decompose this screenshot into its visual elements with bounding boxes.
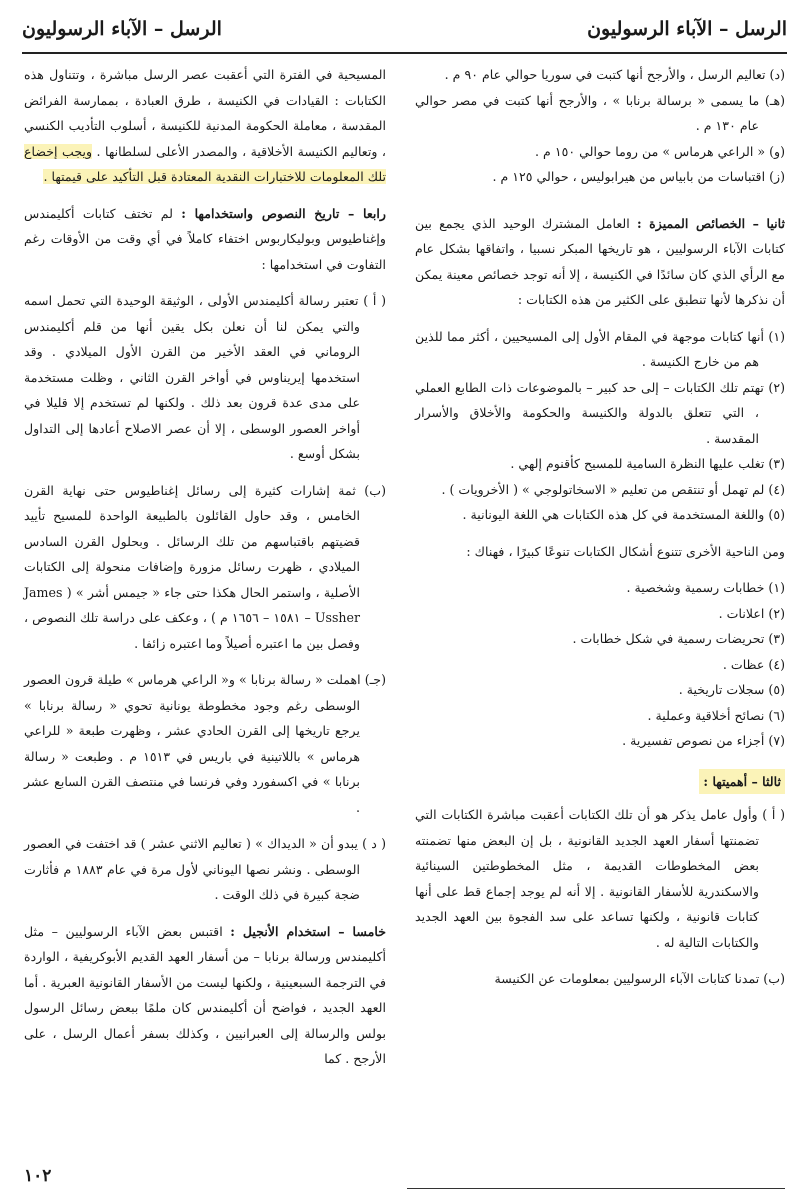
importance-heading: ثالثا – أهميتها : — [699, 769, 785, 795]
header-rule — [22, 52, 787, 54]
list-item: (١) أنها كتابات موجهة في المقام الأول إلى المسيحيين ، أكثر مما للذين هم من خارج الكنيسة . — [415, 328, 785, 369]
running-header — [22, 14, 787, 48]
features-list — [415, 324, 785, 528]
history-item: ( د ) يبدو أن « الديداك » ( تعاليم الاثني عشر ) قد اختفت في العصور الوسطى . ونشر نصها اليوناني لأول مرة في عام ١٨٨٣ م فأثارت ضجة كبيرة في ذلك الوقت . — [24, 836, 386, 902]
list-item: (ز) اقتباسات من بابياس من هيرابوليس ، حوالي ١٢٥ م . — [492, 169, 785, 184]
list-item: (٣) تحريضات رسمية في شكل خطابات . — [572, 631, 785, 646]
continuation-paragraph — [24, 62, 386, 190]
texts-history-paragraph — [24, 201, 386, 278]
paragraph-text: المسيحية في الفترة التي أعقبت عصر الرسل مباشرة ، وتتناول هذه الكتابات : القيادات في الكنيسة ، طرق العبادة ، بممارسة الفرائض المقدسة ، معاملة الحكومة المدنية للكنيسة ، أسلوب التأديب الكنسي ، وتعاليم الكنيسة الأخلاقية ، والمصدر الأعلى لسلطانها . — [24, 67, 386, 159]
forms-list — [415, 575, 785, 754]
history-item: (جـ) اهملت « رسالة برنابا » و« الراعي هرماس » طيلة قرون العصور الوسطى رغم وجود مخطوطة يونانية تحوي « رسالة برنابا » يرجع تاريخها إلى القرن الحادي عشر ، وظهرت طبعة « للراعي هرماس » باللاتينية في باريس في ١٥١٣ م . وطبعت « رسالة برنابا » في اكسفورد وفي فرنسا في منتصف القرن السابع عشر . — [24, 672, 386, 815]
paragraph-text: اقتبس بعض الآباء الرسوليين – مثل أكليمندس ورسالة برنابا – من أسفار العهد القديم الأبوكريفية ، الواردة في الترجمة السبعينية ، ولكنها ليست من الأسفار القانونية العبرية . أما العهد الجديد ، فواضح أن أكليمندس كان ملمًا ببعض رسائل الرسول بولس والرسالة إلى العبرانيين ، وكذلك بسفر أعمال الرسل ، على الأرجح . كما — [24, 923, 386, 1066]
list-item: (د) تعاليم الرسل ، والأرجح أنها كتبت في سوريا حوالي عام ٩٠ م . — [444, 67, 785, 82]
list-item: (٣) تغلب عليها النظرة السامية للمسيح كأقنوم إلهي . — [510, 456, 785, 471]
list-item: (٤) عظات . — [722, 656, 785, 672]
header-title-left: الرسل – الآباء الرسوليون — [22, 18, 222, 40]
paragraph-text: لم تختف كتابات أكليمندس وإغناطيوس وبوليكاربوس اختفاء كاملاً في أي وقت من الأوقات رغم التفاوت في استخدامها : — [24, 205, 386, 272]
section-heading: رابعا – تاريخ النصوص واستخدامها : — [181, 205, 386, 221]
list-item: (٥) سجلات تاريخية . — [678, 682, 785, 697]
header-title-right: الرسل – الآباء الرسوليون — [587, 18, 787, 40]
writings-list — [415, 62, 785, 190]
footer-rule — [407, 1188, 785, 1189]
left-column — [24, 62, 386, 1083]
forms-paragraph: ومن الناحية الأخرى تتنوع أشكال الكتابات تنوعًا كبيرًا ، فهناك : — [466, 543, 785, 559]
highlighted-text: ويجب إخضاع تلك المعلومات للاختبارات النقدية المعتادة قبل التأكيد على قيمتها . — [24, 143, 386, 184]
importance-item-b: (ب) تمدنا كتابات الآباء الرسوليين بمعلومات عن الكنيسة — [494, 971, 785, 986]
list-item: (٥) واللغة المستخدمة في كل هذه الكتابات هي اللغة اليونانية . — [462, 507, 785, 522]
page-number: ١٠٢ — [24, 1166, 52, 1186]
bible-use-paragraph — [24, 919, 386, 1072]
paragraph-text: العامل المشترك الوحيد الذي يجمع بين كتابات الآباء الرسوليين ، هو تاريخها المبكر نسبيا ، واتفاقها بشكل عام مع الرأي الذي كان سائدًا في الكنيسة ، إلا أنه توجد خصائص معينة يمكن أن نذكرها لأنها تنطبق على الكثير من هذه الكتابات : — [415, 215, 785, 307]
history-item: (ب) ثمة إشارات كثيرة إلى رسائل إغناطيوس حتى نهاية القرن الخامس ، وقد حاول القائلون بالطبيعة الواحدة للمسيح تأييد قضيتهم باقتباسهم من تلك الرسائل . وبحلول القرن السادس الميلادي ، ظهرت رسائل مزورة وإضافات منحولة إلى الكتابات الأصلية ، واستمر الحال هكذا حتى جاء « جيمس أشر » ( James Ussher – ١٥٨١ – ١٦٥٦ م ) ، وعكف على دراسة تلك النصوص ، وفصل بين ما اعتبره أصيلاً وما اعتبره زائفا . — [24, 482, 386, 651]
section-heading: خامسا – استخدام الأنجيل : — [230, 923, 386, 939]
list-item: (١) خطابات رسمية وشخصية . — [626, 580, 785, 595]
importance-item-a: ( أ ) وأول عامل يذكر هو أن تلك الكتابات أعقبت مباشرة الكتابات التي تضمنتها أسفار العهد الجديد القانونية ، بل إن البعض منها تضمنته بعض المخطوطات القديمة ، مثل المخطوطتين السينائية والاسكندرية للأسفار القانونية . إلا أنه لم يوجد إجماع قط على أنها كتابات قانونية ، ولكنها تساعد على سد الفجوة بين العهد الجديد والكتابات التالية له . — [415, 807, 785, 950]
list-item: (و) « الراعي هرماس » من روما حوالي ١٥٠ م . — [535, 143, 785, 159]
section-heading: ثانيا – الخصائص المميزة : — [636, 215, 785, 231]
list-item: (٦) نصائح أخلاقية وعملية . — [647, 707, 785, 723]
features-paragraph — [415, 211, 785, 313]
list-item: (٢) تهتم تلك الكتابات – إلى حد كبير – بالموضوعات ذات الطابع العملي ، التي تتعلق بالدولة والكنيسة والحكومة والأخلاق والأسرار المقدسة . — [415, 379, 785, 446]
list-item: (هـ) ما يسمى « برسالة برنابا » ، والأرجح أنها كتبت في مصر حوالي عام ١٣٠ م . — [415, 92, 785, 133]
right-column — [415, 62, 785, 1003]
list-item: (٢) اعلانات . — [718, 605, 785, 621]
history-item: ( أ ) تعتبر رسالة أكليمندس الأولى ، الوثيقة الوحيدة التي تحمل اسمه والتي يمكن لنا أن نعلن بكل يقين أنها من قلم أكليمندس الروماني في العقد الأخير من القرن الأول الميلادي . وقد استخدمها إيريناوس في أواخر القرن الثاني ، وظلت مستخدمة على مدى عدة قرون بعد ذلك . ولكنها لم تستخدم إلا قليلا في أواخر العصور الوسطى ، إلا أن عصر الاصلاح أعادها إلى التداول بشكل أوسع . — [24, 293, 386, 461]
list-item: (٧) أجزاء من نصوص تفسيرية . — [622, 733, 785, 748]
list-item: (٤) لم تهمل أو تنتقص من تعليم « الاسخاتولوجي » ( الأخرويات ) . — [441, 481, 785, 497]
